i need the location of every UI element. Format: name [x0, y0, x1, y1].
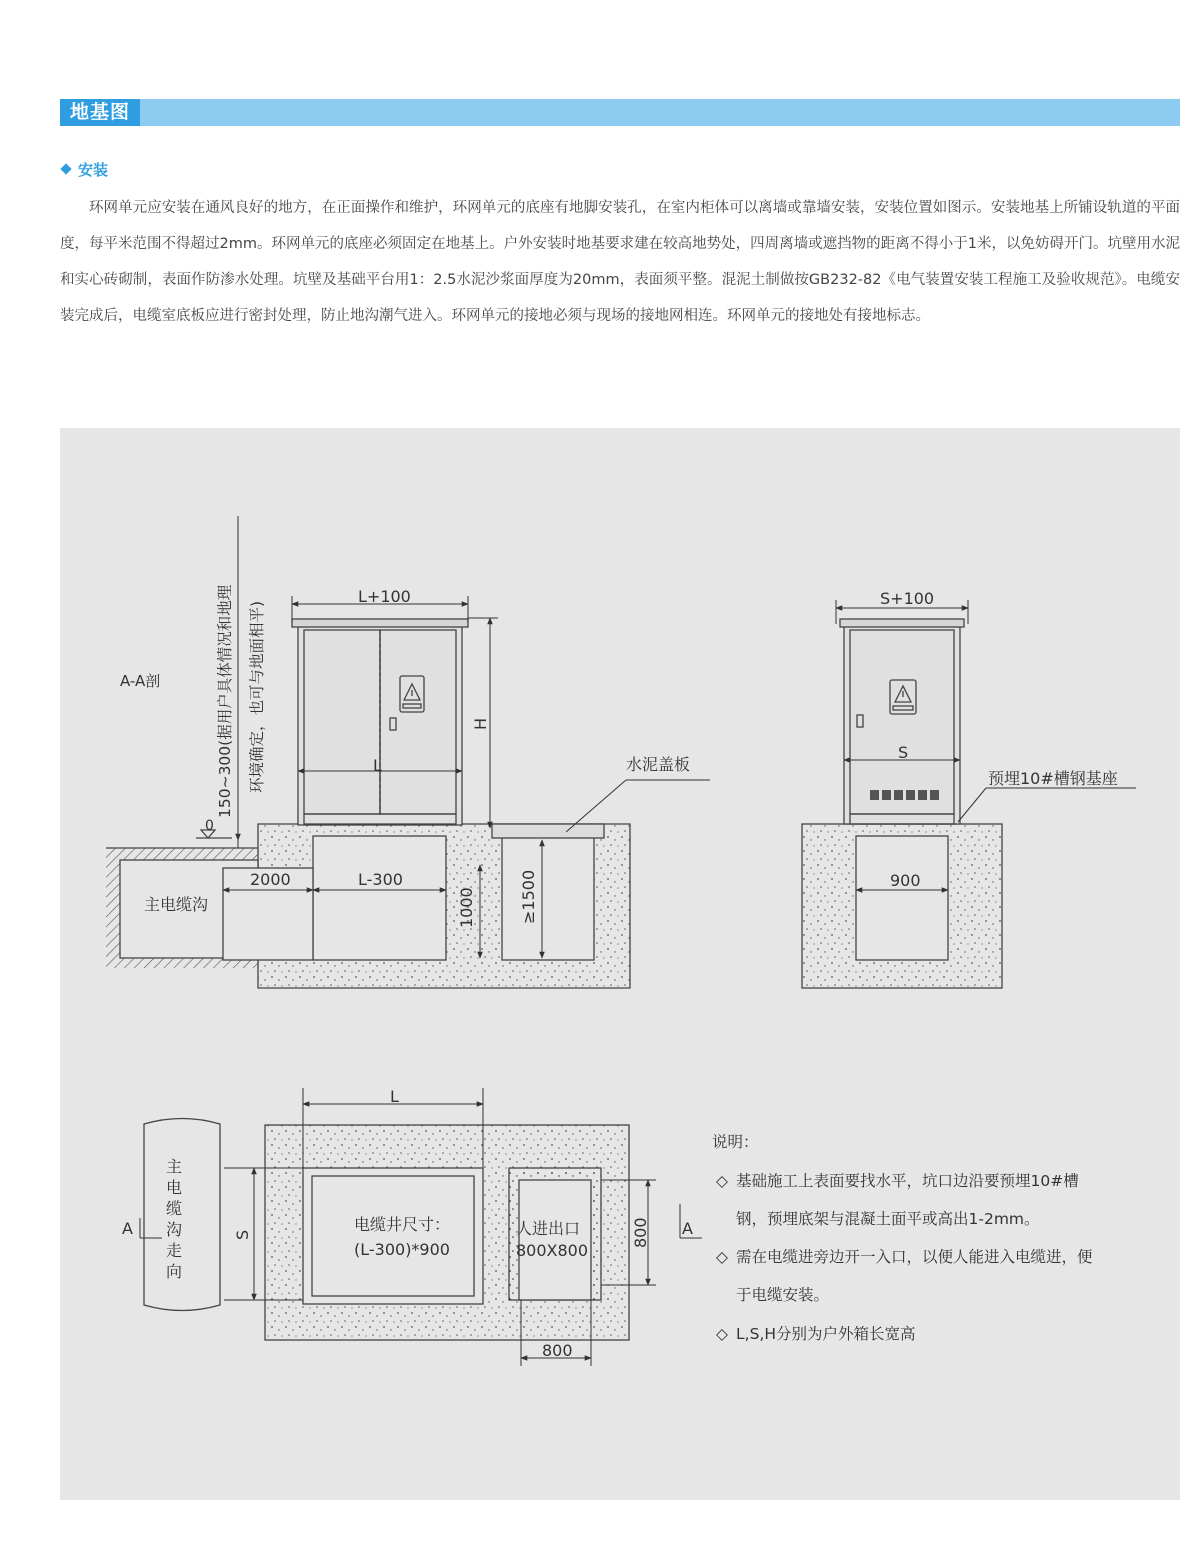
cable-well-cavity — [313, 836, 446, 960]
subsection-heading — [62, 159, 108, 180]
plan-trench-char-1: 主 — [166, 1157, 183, 1176]
note-2-line-1: 需在电缆进旁边开一入口，以便人能进入电缆进，便 — [736, 1248, 1093, 1266]
section-a-a-view — [106, 619, 630, 988]
manhole-label-1: 人进出口 — [516, 1219, 581, 1238]
plan-trench-char-4: 沟 — [166, 1220, 183, 1239]
plan-trench-char-3: 缆 — [166, 1199, 183, 1218]
plan-dim-800-vertical: 800 — [631, 1217, 650, 1248]
foundation-drawing — [60, 428, 1180, 1500]
plan-dim-800-horizontal: 800 — [542, 1341, 573, 1360]
side-cable-well — [856, 836, 948, 960]
dim-l-minus-300: L-300 — [358, 870, 403, 889]
plan-dim-s: S — [233, 1229, 252, 1240]
plan-cable-well-outer — [303, 1168, 483, 1304]
height-note-2: 环境确定，也可与地面相平) — [248, 600, 266, 793]
plan-dim-l: L — [390, 1087, 399, 1106]
diamond-bullet-icon — [60, 163, 71, 174]
dim-1000: 1000 — [457, 887, 476, 928]
height-note-1: 150~300(据用户具体情况和地理 — [216, 584, 234, 818]
plan-manhole-inner — [519, 1180, 591, 1300]
note-3-line-1: L,S,H分别为户外箱长宽高 — [736, 1325, 916, 1343]
plan-trench-char-2: 电 — [166, 1178, 183, 1197]
cement-cover-plate — [492, 824, 604, 838]
note-1-bullet-icon: ◇ — [716, 1172, 728, 1190]
manhole-label-2: 800X800 — [516, 1241, 589, 1260]
installation-paragraph: 环网单元应安装在通风良好的地方，在正面操作和维护，环网单元的底座有地脚安装孔，在室内柜体可以离墙或靠墙安装，安装位置如图示。安装地基上所铺设轨道的平面度，每平米范围不得超过2mm。环网单元的底座必须固定在地基上。户外安装时地基要求建在较高地势处，四周离墙或遮挡物的距离不得小于1米，以免妨碍开门。坑壁用水泥和实心砖砌制，表面作防渗水处理。坑壁及基础平台用1：2.5水泥沙浆面厚度为20mm，表面须平整。混泥土制做按GB232-82《电气装置安装工程施工及验收规范》。电缆安装完成后，电缆室底板应进行密封处理，防止地沟潮气进入。环网单元的接地必须与现场的接地网相连。环网单元的接地处有接地标志。 — [60, 200, 1180, 324]
dim-2000: 2000 — [250, 870, 291, 889]
dim-l: L — [373, 756, 382, 775]
cement-cover-label: 水泥盖板 — [626, 755, 691, 774]
plan-trench-char-6: 向 — [166, 1262, 183, 1281]
dim-s: S — [898, 743, 909, 762]
note-2-line-2: 于电缆安装。 — [736, 1286, 830, 1304]
plan-trench-char-5: 走 — [166, 1241, 183, 1260]
note-1-line-1: 基础施工上表面要找水平，坑口边沿要预埋10#槽 — [736, 1172, 1079, 1190]
dim-900: 900 — [890, 871, 921, 890]
plan-section-a-left: A — [122, 1219, 133, 1238]
zero-level-mark: 0 — [205, 818, 214, 834]
dim-h: H — [471, 717, 490, 730]
note-2-bullet-icon: ◇ — [716, 1248, 728, 1266]
notes-block — [712, 1133, 1093, 1343]
note-3-bullet-icon: ◇ — [716, 1325, 728, 1343]
plan-section-a-right: A — [682, 1219, 693, 1238]
foundation-drawing-panel — [60, 428, 1180, 1500]
section-title: 地基图 — [60, 99, 140, 126]
side-view — [802, 619, 1002, 988]
dim-min-1500: ≥1500 — [519, 869, 538, 924]
note-1-line-2: 钢，预埋底架与混凝土面平或高出1-2mm。 — [736, 1210, 1040, 1228]
cable-well-label-2: (L-300)*900 — [354, 1240, 450, 1259]
section-a-a-label: A-A剖 — [120, 672, 161, 690]
embedded-base-label: 预埋10#槽钢基座 — [988, 769, 1118, 788]
subsection-title: 安装 — [78, 161, 109, 179]
manhole-cavity — [502, 836, 594, 960]
notes-title: 说明： — [712, 1133, 759, 1151]
section-header-bar — [60, 99, 1180, 126]
dim-s-plus-100: S+100 — [880, 589, 935, 608]
main-trench-label: 主电缆沟 — [144, 895, 209, 914]
cable-well-label-1: 电缆井尺寸： — [354, 1215, 451, 1234]
dim-l-plus-100: L+100 — [358, 587, 411, 606]
